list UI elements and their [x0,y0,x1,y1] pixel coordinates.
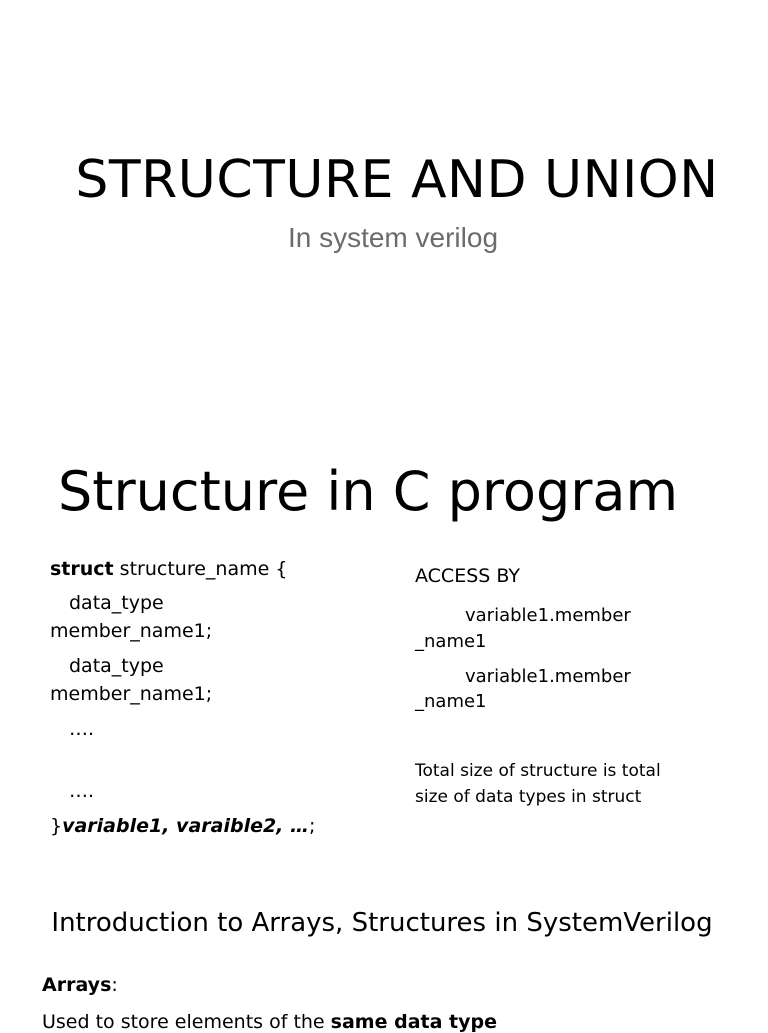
struct-keyword: struct [50,558,114,580]
access-item1-line2: _name1 [415,631,487,652]
code-ellipsis-1: …. [69,718,95,740]
slide-title-arrays-structures: Introduction to Arrays, Structures in SystemVerilog [51,908,713,938]
code-member1-name: member_name1; [50,620,213,642]
arrays-desc-emphasis: same data type [330,1011,497,1033]
closing-semicolon: ; [309,815,316,837]
code-member2-name: member_name1; [50,683,213,705]
struct-name-text: structure_name { [113,558,288,580]
slide-subtitle: In system verilog [287,222,499,253]
arrays-colon: : [111,974,118,996]
arrays-description [42,1011,497,1033]
code-line-closing [50,815,315,837]
arrays-heading [42,974,118,996]
code-member1-type: data_type [69,592,164,614]
slide-title-structure-and-union: STRUCTURE AND UNION [75,150,719,210]
code-line-struct-declaration [50,558,287,580]
struct-size-note-line1: Total size of structure is total [415,761,661,781]
access-by-heading: ACCESS BY [415,565,520,587]
arrays-label: Arrays [42,974,112,996]
variable-list: variable1, varaible2, … [62,815,310,837]
code-ellipsis-2: …. [69,780,95,802]
arrays-desc-text: Used to store elements of the [42,1011,331,1033]
access-item2-line1: variable1.member [465,666,631,687]
struct-size-note-line2: size of data types in struct [415,787,642,807]
access-item2-line2: _name1 [415,691,487,712]
closing-brace: } [50,815,63,837]
code-member2-type: data_type [69,655,164,677]
slide-title-structure-in-c: Structure in C program [58,460,679,523]
access-item1-line1: variable1.member [465,605,631,626]
